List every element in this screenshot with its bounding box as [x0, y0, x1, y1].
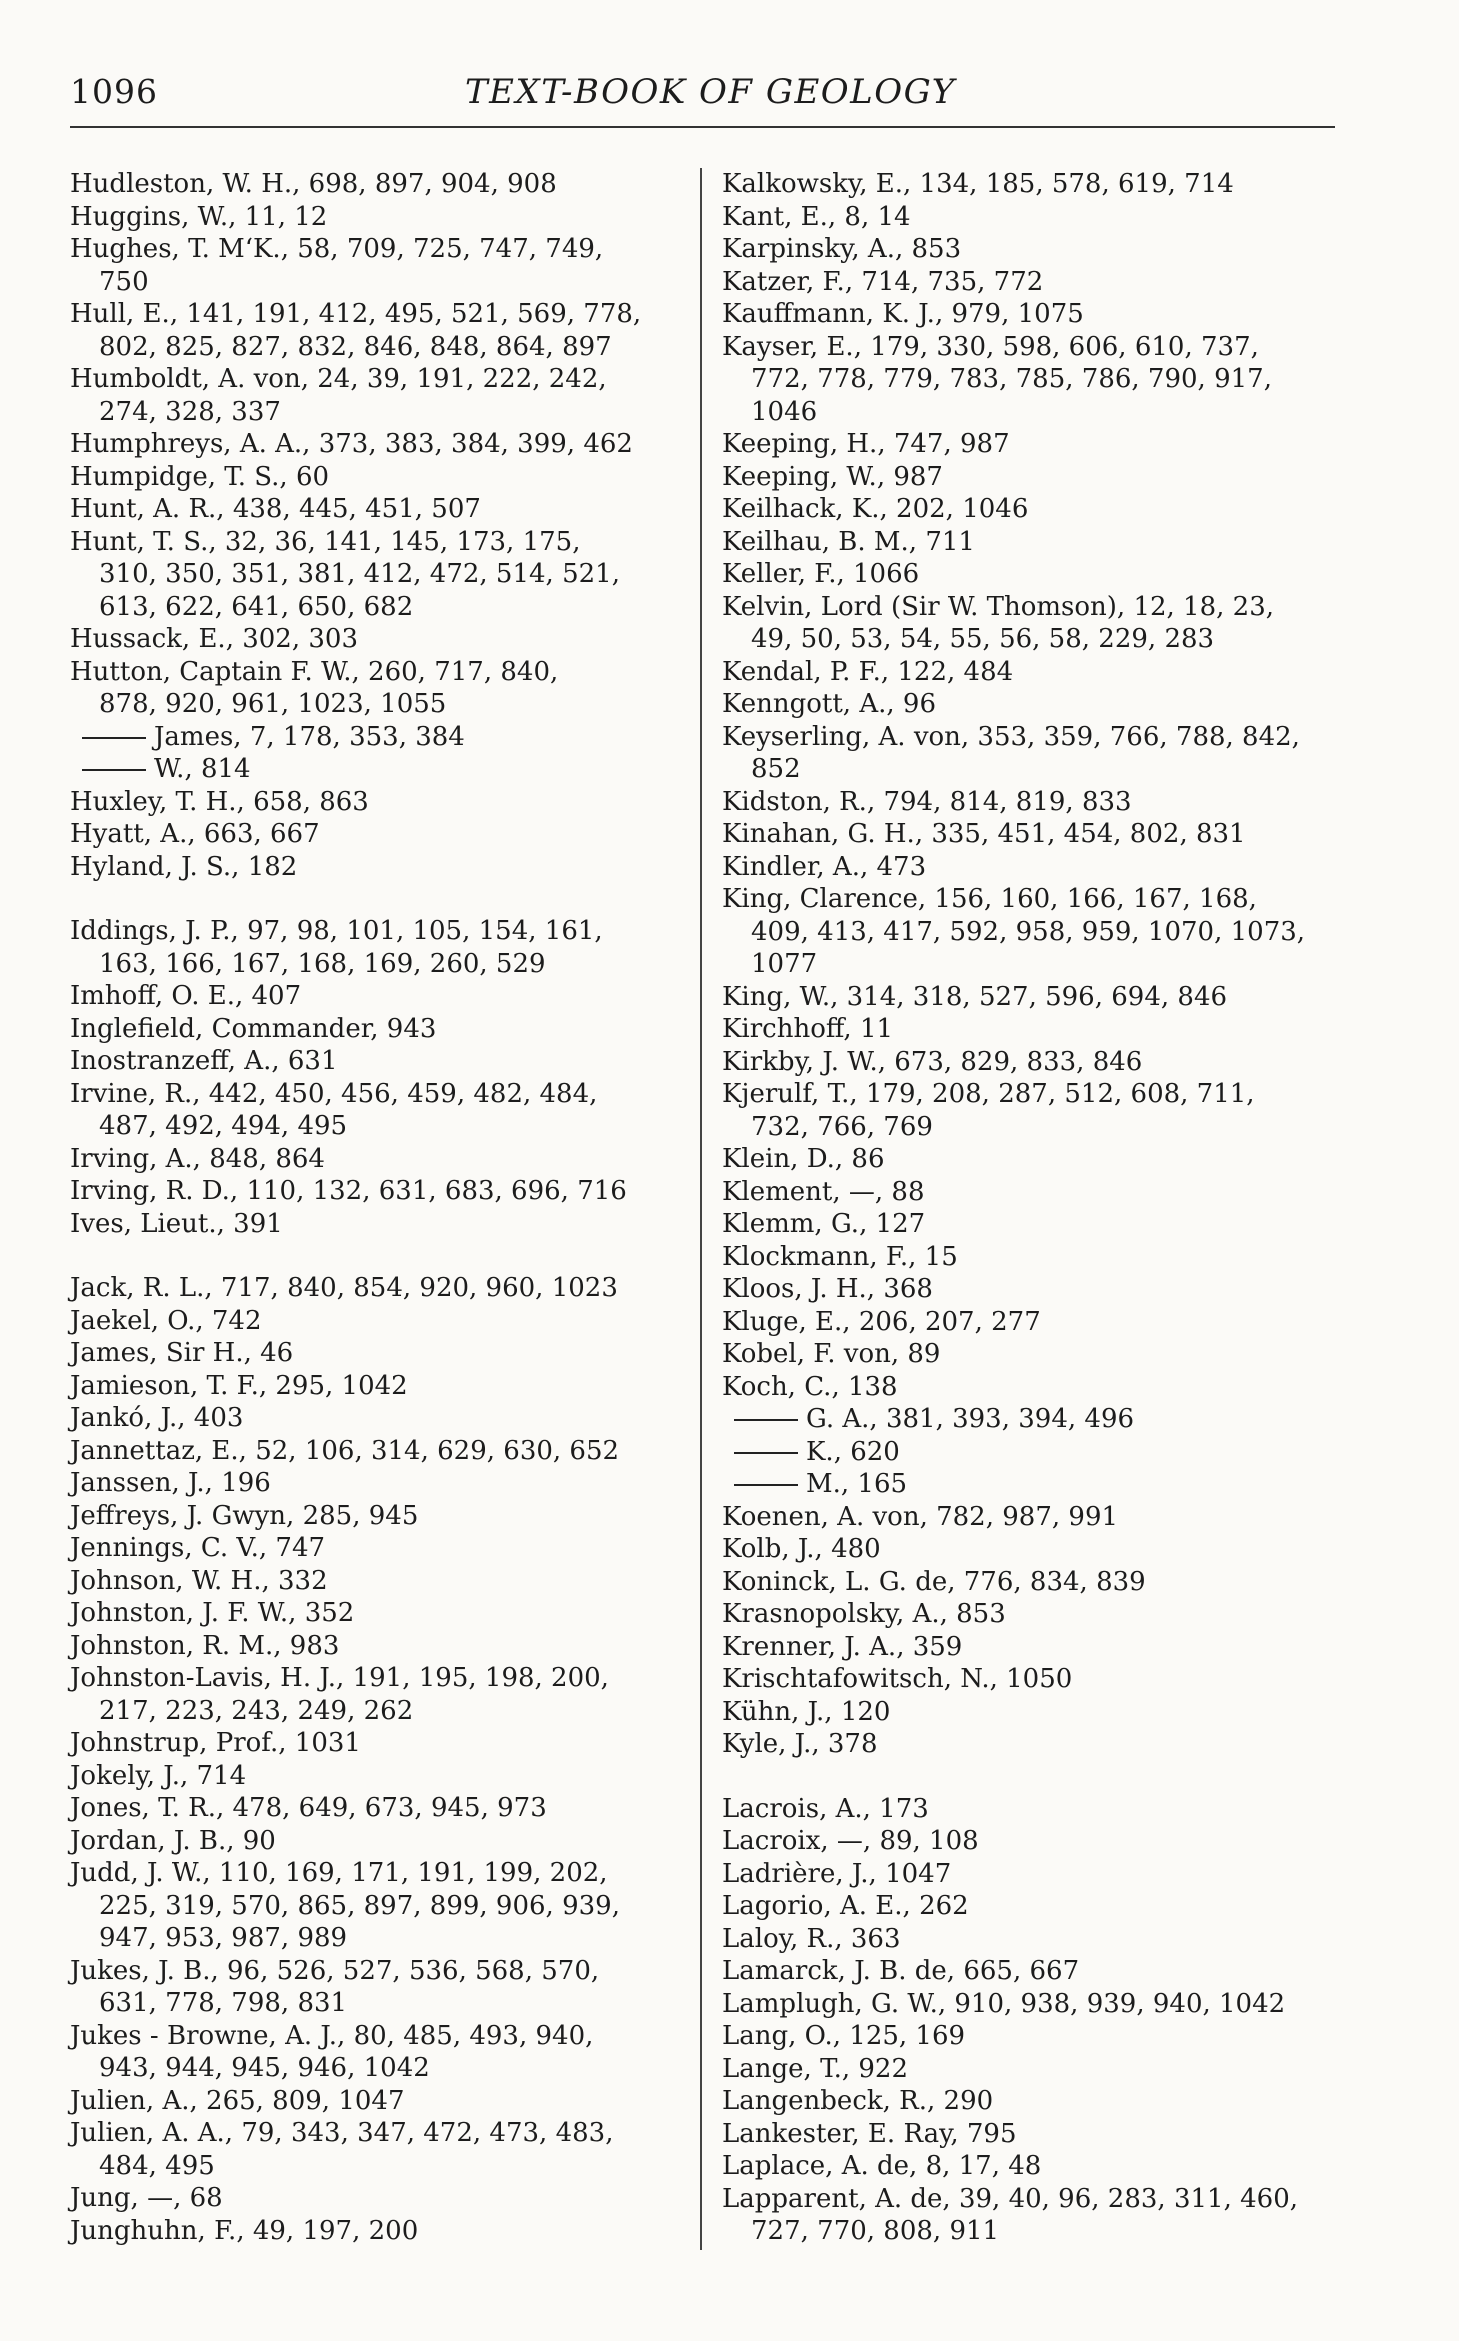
ditto-dash	[734, 1484, 798, 1486]
entry-continuation: 772, 778, 779, 783, 785, 786, 790, 917,	[751, 364, 1272, 394]
entry-continuation: 225, 319, 570, 865, 897, 899, 906, 939,	[99, 1890, 620, 1921]
index-entry	[722, 1241, 1342, 1274]
index-entry	[722, 786, 1342, 819]
entry-text: Huggins, W., 11, 12	[70, 201, 328, 232]
entry-text: Jukes - Browne, A. J., 80, 485, 493, 940,	[70, 2020, 594, 2051]
entry-text: Hyatt, A., 663, 667	[70, 819, 320, 849]
index-entry	[70, 526, 682, 624]
index-entry	[70, 1630, 682, 1663]
index-entry	[722, 2085, 1342, 2118]
entry-text: Ives, Lieut., 391	[70, 1208, 283, 1239]
index-entry	[70, 168, 682, 201]
entry-text: Hunt, T. S., 32, 36, 141, 145, 173, 175,	[70, 526, 581, 557]
entry-continuation: 274, 328, 337	[99, 396, 281, 427]
entry-text: Krasnopolsky, A., 853	[722, 1599, 1006, 1629]
index-entry	[722, 201, 1342, 234]
entry-text: Ladrière, J., 1047	[722, 1858, 952, 1889]
entry-text: Laloy, R., 363	[722, 1923, 901, 1954]
entry-text: Jones, T. R., 478, 649, 673, 945, 973	[70, 1793, 547, 1823]
entry-text: Imhoff, O. E., 407	[70, 981, 302, 1011]
index-entry	[70, 428, 682, 461]
index-entry	[70, 1825, 682, 1858]
entry-text: Kyle, J., 378	[722, 1729, 878, 1759]
entry-text: Johnston-Lavis, H. J., 191, 195, 198, 200,	[70, 1663, 609, 1693]
index-entry	[70, 721, 682, 754]
entry-text: Hull, E., 141, 191, 412, 495, 521, 569, 778,	[70, 299, 642, 329]
entry-text: Irving, A., 848, 864	[70, 1143, 325, 1174]
entry-text: Julien, A. A., 79, 343, 347, 472, 473, 483,	[70, 2118, 614, 2148]
index-entry	[722, 1793, 1342, 1826]
index-entry	[722, 298, 1342, 331]
entry-text: Jennings, C. V., 747	[70, 1533, 326, 1563]
index-entry	[722, 981, 1342, 1014]
index-entry	[70, 1305, 682, 1338]
index-column-right	[722, 168, 1342, 2248]
page-header	[70, 72, 1335, 122]
entry-text: Hussack, E., 302, 303	[70, 624, 359, 654]
index-entry	[722, 1468, 1342, 1501]
entry-text: Iddings, J. P., 97, 98, 101, 105, 154, 161,	[70, 916, 603, 946]
entry-text: King, W., 314, 318, 527, 596, 694, 846	[722, 981, 1228, 1012]
ditto-dash	[734, 1419, 798, 1421]
entry-text: Keilhau, B. M., 711	[722, 526, 975, 557]
index-entry	[722, 1176, 1342, 1209]
index-entry	[722, 1273, 1342, 1306]
index-entry	[70, 656, 682, 721]
index-entry	[722, 1825, 1342, 1858]
index-entry	[722, 818, 1342, 851]
entry-continuation: 631, 778, 798, 831	[99, 1988, 348, 2018]
entry-text: Kinahan, G. H., 335, 451, 454, 802, 831	[722, 819, 1246, 849]
entry-text: Jung, —, 68	[70, 2183, 223, 2213]
index-entry	[70, 1500, 682, 1533]
index-entry	[722, 2183, 1342, 2248]
index-entry	[70, 1337, 682, 1370]
index-entry	[722, 1078, 1342, 1143]
index-entry	[70, 233, 682, 298]
entry-text: Lacroix, —, 89, 108	[722, 1826, 979, 1856]
index-entry	[722, 1566, 1342, 1599]
entry-continuation: 49, 50, 53, 54, 55, 56, 58, 229, 283	[751, 624, 1215, 654]
index-entry	[70, 1435, 682, 1468]
entry-text: Jeffreys, J. Gwyn, 285, 945	[70, 1500, 419, 1531]
column-divider	[700, 168, 702, 2250]
index-entry	[70, 980, 682, 1013]
index-entry	[70, 1045, 682, 1078]
entry-text: Keeping, H., 747, 987	[722, 429, 1010, 459]
entry-text: Hudleston, W. H., 698, 897, 904, 908	[70, 169, 557, 199]
entry-text: Jankó, J., 403	[70, 1403, 244, 1433]
index-entry	[722, 1663, 1342, 1696]
entry-text: Klement, —, 88	[722, 1176, 925, 1207]
entry-text: King, Clarence, 156, 160, 166, 167, 168,	[722, 884, 1257, 914]
index-entry	[722, 1988, 1342, 2021]
entry-text: Hunt, A. R., 438, 445, 451, 507	[70, 494, 481, 524]
index-entry	[722, 591, 1342, 656]
index-entry	[70, 1760, 682, 1793]
index-entry	[722, 1143, 1342, 1176]
entry-text: Lacrois, A., 173	[722, 1793, 929, 1824]
entry-text: Keilhack, K., 202, 1046	[722, 494, 1029, 524]
entry-text: Lang, O., 125, 169	[722, 2021, 966, 2051]
entry-text: Lankester, E. Ray, 795	[722, 2118, 1017, 2149]
entry-text: James, 7, 178, 353, 384	[154, 721, 465, 752]
page-number: 1096	[70, 72, 158, 111]
index-entry	[722, 1013, 1342, 1046]
index-entry	[70, 2117, 682, 2182]
index-entry	[70, 1272, 682, 1305]
entry-text: Judd, J. W., 110, 169, 171, 191, 199, 202,	[70, 1858, 608, 1888]
index-entry	[70, 461, 682, 494]
entry-text: Johnstrup, Prof., 1031	[70, 1728, 361, 1758]
index-entry	[722, 266, 1342, 299]
index-entry	[722, 1858, 1342, 1891]
entry-text: Humphreys, A. A., 373, 383, 384, 399, 462	[70, 429, 633, 459]
entry-continuation: 163, 166, 167, 168, 169, 260, 529	[99, 948, 546, 979]
index-entry	[70, 851, 682, 884]
entry-text: Jukes, J. B., 96, 526, 527, 536, 568, 570,	[70, 1955, 600, 1986]
index-entry	[722, 1598, 1342, 1631]
entry-text: Irving, R. D., 110, 132, 631, 683, 696, 716	[70, 1176, 627, 1206]
index-entry	[70, 753, 682, 786]
index-entry	[70, 1467, 682, 1500]
entry-text: W., 814	[154, 754, 251, 784]
index-column-left	[70, 168, 682, 2247]
index-entry	[722, 1436, 1342, 1469]
entry-text: Jordan, J. B., 90	[70, 1825, 276, 1856]
entry-text: Kidston, R., 794, 814, 819, 833	[722, 786, 1132, 817]
entry-text: Kauffmann, K. J., 979, 1075	[722, 299, 1084, 329]
entry-continuation: 484, 495	[99, 2150, 215, 2181]
index-entry	[70, 1013, 682, 1046]
entry-text: Klein, D., 86	[722, 1144, 885, 1174]
index-entry	[722, 2020, 1342, 2053]
entry-text: Kobel, F. von, 89	[722, 1339, 941, 1369]
index-entry	[722, 1306, 1342, 1339]
entry-continuation: 732, 766, 769	[751, 1111, 933, 1142]
index-entry	[722, 168, 1342, 201]
index-entry	[70, 818, 682, 851]
entry-text: Lamarck, J. B. de, 665, 667	[722, 1956, 1080, 1986]
entry-continuation: 217, 223, 243, 249, 262	[99, 1695, 414, 1726]
index-entry	[722, 1208, 1342, 1241]
entry-continuation: 1046	[751, 396, 818, 427]
entry-text: Janssen, J., 196	[70, 1468, 271, 1498]
index-entry	[722, 1403, 1342, 1436]
entry-text: Kühn, J., 120	[722, 1696, 891, 1727]
entry-text: Kenngott, A., 96	[722, 689, 936, 719]
entry-continuation: 802, 825, 827, 832, 846, 848, 864, 897	[99, 331, 612, 362]
index-entry	[722, 1696, 1342, 1729]
index-entry	[722, 2150, 1342, 2183]
index-entry	[70, 1662, 682, 1727]
header-rule	[70, 126, 1335, 128]
index-entry	[70, 201, 682, 234]
entry-text: Kluge, E., 206, 207, 277	[722, 1306, 1041, 1337]
index-entry	[722, 1890, 1342, 1923]
entry-text: Katzer, F., 714, 735, 772	[722, 266, 1044, 297]
entry-text: Kant, E., 8, 14	[722, 201, 911, 232]
entry-text: M., 165	[806, 1469, 908, 1499]
entry-text: Hutton, Captain F. W., 260, 717, 840,	[70, 656, 559, 687]
index-entry	[722, 331, 1342, 429]
ditto-dash	[82, 737, 146, 739]
entry-text: Inglefield, Commander, 943	[70, 1013, 437, 1044]
entry-text: Irvine, R., 442, 450, 456, 459, 482, 484,	[70, 1078, 598, 1109]
entry-text: Inostranzeff, A., 631	[70, 1046, 338, 1076]
entry-text: Julien, A., 265, 809, 1047	[70, 2085, 405, 2116]
index-entry	[722, 558, 1342, 591]
entry-text: Kirkby, J. W., 673, 829, 833, 846	[722, 1046, 1143, 1077]
index-entry	[722, 2053, 1342, 2086]
index-entry	[722, 656, 1342, 689]
entry-text: Koninck, L. G. de, 776, 834, 839	[722, 1566, 1146, 1597]
entry-continuation: 310, 350, 351, 381, 412, 472, 514, 521,	[99, 559, 620, 589]
entry-text: Kjerulf, T., 179, 208, 287, 512, 608, 711,	[722, 1079, 1255, 1109]
entry-text: Hughes, T. M‘K., 58, 709, 725, 747, 749,	[70, 234, 604, 264]
index-entry	[70, 1078, 682, 1143]
index-entry	[70, 786, 682, 819]
index-entry	[722, 1728, 1342, 1761]
entry-text: Lange, T., 922	[722, 2053, 909, 2084]
index-entry	[70, 298, 682, 363]
index-entry	[722, 1046, 1342, 1079]
entry-text: Johnston, J. F. W., 352	[70, 1598, 355, 1628]
entry-continuation: 852	[751, 754, 801, 784]
index-entry	[70, 1792, 682, 1825]
entry-text: Johnston, R. M., 983	[70, 1630, 340, 1661]
entry-text: Koenen, A. von, 782, 987, 991	[722, 1501, 1119, 1532]
index-entry	[70, 1565, 682, 1598]
entry-text: Kalkowsky, E., 134, 185, 578, 619, 714	[722, 169, 1234, 199]
index-entry	[722, 851, 1342, 884]
entry-text: Huxley, T. H., 658, 863	[70, 786, 369, 817]
index-entry	[722, 461, 1342, 494]
index-entry	[722, 883, 1342, 981]
entry-text: Jack, R. L., 717, 840, 854, 920, 960, 1023	[70, 1273, 618, 1303]
entry-continuation: 878, 920, 961, 1023, 1055	[99, 689, 447, 719]
entry-continuation: 1077	[751, 949, 818, 979]
entry-text: Klemm, G., 127	[722, 1209, 926, 1239]
entry-text: Kelvin, Lord (Sir W. Thomson), 12, 18, 23,	[722, 591, 1275, 622]
entry-text: Kindler, A., 473	[722, 851, 927, 882]
entry-continuation: 943, 944, 945, 946, 1042	[99, 2053, 430, 2083]
index-entry	[70, 2085, 682, 2118]
entry-continuation: 487, 492, 494, 495	[99, 1111, 348, 1141]
index-entry	[70, 1208, 682, 1241]
entry-text: Krischtafowitsch, N., 1050	[722, 1664, 1073, 1694]
entry-text: Keeping, W., 987	[722, 461, 943, 492]
index-entry	[722, 1371, 1342, 1404]
entry-text: Jamieson, T. F., 295, 1042	[70, 1370, 408, 1401]
index-entry	[722, 1501, 1342, 1534]
index-entry	[722, 1631, 1342, 1664]
index-entry	[722, 1955, 1342, 1988]
entry-text: James, Sir H., 46	[70, 1338, 294, 1368]
ditto-dash	[734, 1452, 798, 1454]
index-entry	[70, 1597, 682, 1630]
entry-text: Humboldt, A. von, 24, 39, 191, 222, 242,	[70, 364, 607, 394]
entry-text: Jaekel, O., 742	[70, 1305, 262, 1336]
entry-text: K., 620	[806, 1436, 900, 1467]
index-entry	[722, 526, 1342, 559]
index-entry	[70, 2215, 682, 2248]
index-entry	[70, 1175, 682, 1208]
entry-text: Lamplugh, G. W., 910, 938, 939, 940, 1042	[722, 1988, 1286, 2019]
entry-text: Laplace, A. de, 8, 17, 48	[722, 2151, 1042, 2181]
entry-continuation: 750	[99, 266, 149, 297]
index-entry	[70, 1370, 682, 1403]
entry-continuation: 409, 413, 417, 592, 958, 959, 1070, 1073,	[751, 916, 1306, 947]
index-entry	[722, 1338, 1342, 1371]
index-entry	[722, 688, 1342, 721]
entry-text: Lapparent, A. de, 39, 40, 96, 283, 311, 460,	[722, 2183, 1298, 2214]
entry-text: Keyserling, A. von, 353, 359, 766, 788, 842,	[722, 721, 1300, 752]
index-entry	[70, 1143, 682, 1176]
entry-continuation: 727, 770, 808, 911	[751, 2216, 1000, 2246]
index-entry	[70, 1532, 682, 1565]
entry-text: G. A., 381, 393, 394, 496	[806, 1404, 1135, 1434]
entry-text: Karpinsky, A., 853	[722, 234, 962, 264]
index-entry	[722, 721, 1342, 786]
index-entry	[70, 915, 682, 980]
index-entry	[70, 493, 682, 526]
entry-text: Langenbeck, R., 290	[722, 2086, 994, 2116]
index-entry	[722, 1923, 1342, 1956]
index-entry	[70, 1955, 682, 2020]
running-title: TEXT-BOOK OF GEOLOGY	[465, 72, 956, 112]
entry-text: Kayser, E., 179, 330, 598, 606, 610, 737,	[722, 331, 1259, 362]
index-entry	[70, 1402, 682, 1435]
entry-text: Kirchhoff, 11	[722, 1014, 894, 1044]
entry-text: Klockmann, F., 15	[722, 1241, 958, 1272]
index-entry	[722, 1533, 1342, 1566]
index-entry	[70, 1727, 682, 1760]
entry-text: Keller, F., 1066	[722, 559, 920, 589]
entry-text: Kendal, P. F., 122, 484	[722, 656, 1014, 687]
index-entry	[70, 2020, 682, 2085]
entry-continuation: 947, 953, 987, 989	[99, 1923, 348, 1953]
index-entry	[722, 233, 1342, 266]
index-entry	[722, 493, 1342, 526]
index-entry	[70, 363, 682, 428]
ditto-dash	[82, 769, 146, 771]
index-entry	[70, 623, 682, 656]
entry-text: Hyland, J. S., 182	[70, 851, 298, 882]
entry-continuation: 613, 622, 641, 650, 682	[99, 591, 414, 622]
index-entry	[722, 428, 1342, 461]
entry-text: Kloos, J. H., 368	[722, 1274, 933, 1304]
index-entry	[722, 2118, 1342, 2151]
entry-text: Humpidge, T. S., 60	[70, 461, 330, 492]
entry-text: Jannettaz, E., 52, 106, 314, 629, 630, 652	[70, 1435, 620, 1466]
entry-text: Junghuhn, F., 49, 197, 200	[70, 2215, 419, 2246]
entry-text: Koch, C., 138	[722, 1371, 898, 1402]
index-entry	[70, 1857, 682, 1955]
index-entry	[70, 2182, 682, 2215]
entry-text: Lagorio, A. E., 262	[722, 1891, 969, 1921]
entry-text: Kolb, J., 480	[722, 1534, 881, 1564]
entry-text: Krenner, J. A., 359	[722, 1631, 963, 1662]
entry-text: Jokely, J., 714	[70, 1760, 247, 1791]
entry-text: Johnson, W. H., 332	[70, 1565, 328, 1596]
